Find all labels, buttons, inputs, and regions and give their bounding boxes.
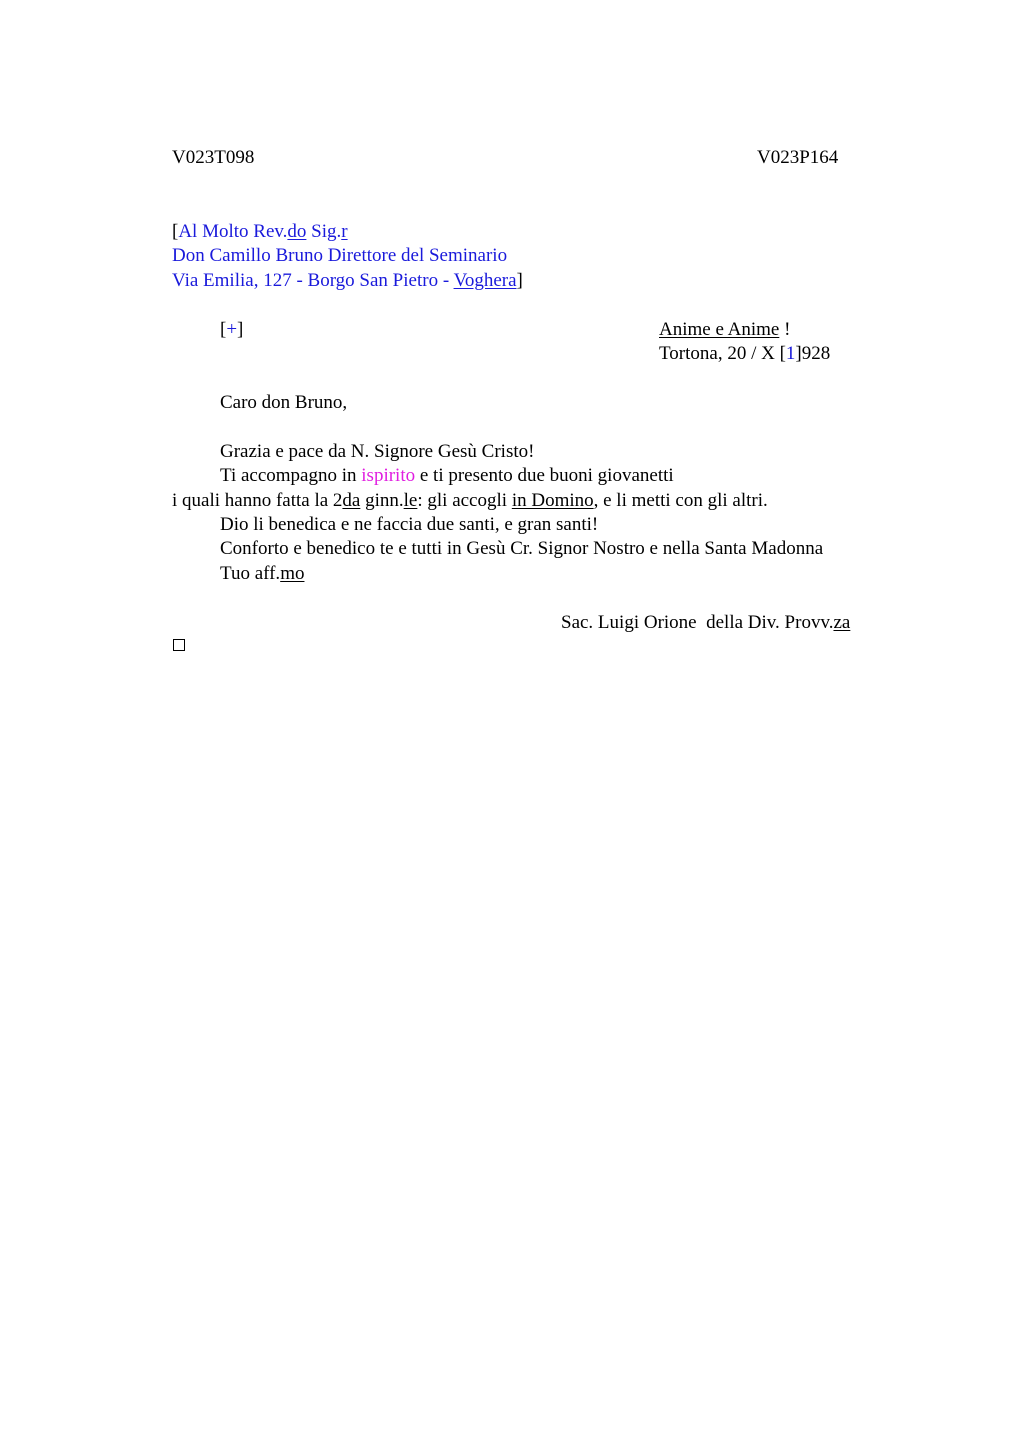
latin-phrase: in Domino <box>511 490 594 511</box>
body-line-4: Dio li benedica e ne faccia due santi, e gran santi! <box>220 514 599 535</box>
motto-suffix: ! <box>779 319 791 340</box>
highlighted-word: ispirito <box>361 465 416 486</box>
address-abbr-do: do <box>287 221 307 242</box>
motto <box>659 318 790 342</box>
address-sig: Sig. <box>306 221 342 242</box>
address-line-1 <box>172 220 348 244</box>
cross-symbol: [+] <box>220 319 244 340</box>
address-bracket-close: ] <box>516 270 523 291</box>
date-line: Tortona, 20 / X [1]928 <box>659 343 831 364</box>
document-code-right: V023P164 <box>757 147 839 168</box>
checkbox-square-icon <box>173 639 185 651</box>
signature: Sac. Luigi Orione della Div. Provv.za <box>561 612 851 633</box>
date-digit: 1 <box>785 343 796 364</box>
cross-icon: + <box>226 319 238 340</box>
document-code-left: V023T098 <box>172 147 255 168</box>
address-bracket-open: [ <box>172 221 179 242</box>
address-salutation: Al Molto Rev. <box>178 221 288 242</box>
body-line-1: Grazia e pace da N. Signore Gesù Cristo! <box>220 441 535 462</box>
closing: Tuo aff.mo <box>220 563 305 584</box>
body-line-2: Ti accompagno in ispirito e ti presento due buoni giovanetti <box>220 465 674 486</box>
address-abbr-r: r <box>341 221 348 242</box>
motto-text: Anime e Anime <box>659 319 780 340</box>
body-line-5: Conforto e benedico te e tutti in Gesù Cr. Signor Nostro e nella Santa Madonna <box>220 538 824 559</box>
body-line-3: i quali hanno fatta la 2da ginn.le: gli accogli in Domino, e li metti con gli altri. <box>172 490 768 511</box>
address-line-3 <box>172 269 523 293</box>
address-line-2: Don Camillo Bruno Direttore del Seminario <box>172 245 508 266</box>
greeting: Caro don Bruno, <box>220 392 348 413</box>
address-city: Voghera <box>453 270 517 291</box>
address-street: Via Emilia, 127 - Borgo San Pietro - <box>172 270 454 291</box>
